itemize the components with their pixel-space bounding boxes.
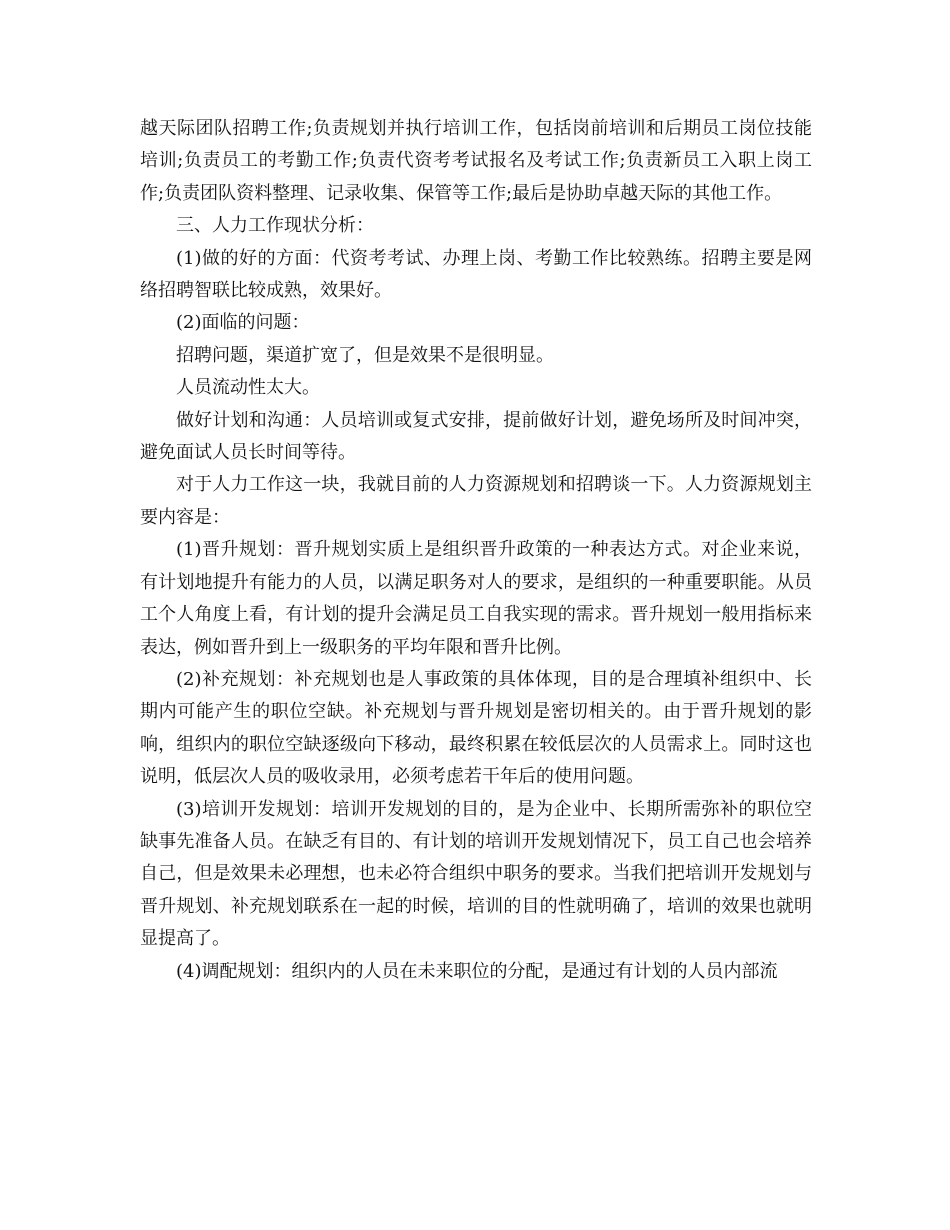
paragraph-turnover: 人员流动性太大。 (176, 377, 320, 399)
paragraph-continuation: 越天际团队招聘工作;负责规划并执行培训工作，包括岗前培训和后期员工岗位技能培训;负责员工的考勤工作;负责代资考考试报名及考试工作;负责新员工入职上岗工作;负责团队资料整理、记录收集、保管等工作;最后是协助卓越天际的其他工作。 (140, 118, 812, 204)
paragraph-planning-communication: 做好计划和沟通：人员培训或复式安排，提前做好计划，避免场所及时间冲突，避免面试人员长时间等待。 (140, 409, 812, 464)
document-body (140, 113, 812, 988)
section-heading-hr-status: 三、人力工作现状分析： (176, 215, 374, 237)
paragraph-allocation-planning: (4)调配规划：组织内的人员在未来职位的分配，是通过有计划的人员内部流 (176, 960, 778, 982)
paragraph-problems-heading: (2)面临的问题： (176, 312, 310, 334)
paragraph-supplement-planning: (2)补充规划：补充规划也是人事政策的具体体现，目的是合理填补组织中、长期内可能产生的职位空缺。补充规划与晋升规划是密切相关的。由于晋升规划的影响，组织内的职位空缺逐级向下移动，最终积累在较低层次的人员需求上。同时这也说明，低层次人员的吸收录用，必须考虑若干年后的使用问题。 (140, 668, 812, 788)
paragraph-training-planning: (3)培训开发规划：培训开发规划的目的，是为企业中、长期所需弥补的职位空缺事先准备人员。在缺乏有目的、有计划的培训开发规划情况下，员工自己也会培养自己，但是效果未必理想，也未必符合组织中职务的要求。当我们把培训开发规划与晋升规划、补充规划联系在一起的时候，培训的目的性就明确了，培训的效果也就明显提高了。 (140, 798, 812, 950)
paragraph-hr-planning-intro: 对于人力工作这一块，我就目前的人力资源规划和招聘谈一下。人力资源规划主要内容是： (140, 474, 812, 528)
paragraph-strengths: (1)做的好的方面：代资考考试、办理上岗、考勤工作比较熟练。招聘主要是网络招聘智联比较成熟，效果好。 (140, 247, 812, 302)
paragraph-promotion-planning: (1)晋升规划：晋升规划实质上是组织晋升政策的一种表达方式。对企业来说，有计划地提升有能力的人员，以满足职务对人的要求，是组织的一种重要职能。从员工个人角度上看，有计划的提升会满足员工自我实现的需求。晋升规划一般用指标来表达，例如晋升到上一级职务的平均年限和晋升比例。 (140, 539, 812, 658)
paragraph-recruitment-problem: 招聘问题，渠道扩宽了，但是效果不是很明显。 (176, 344, 554, 366)
